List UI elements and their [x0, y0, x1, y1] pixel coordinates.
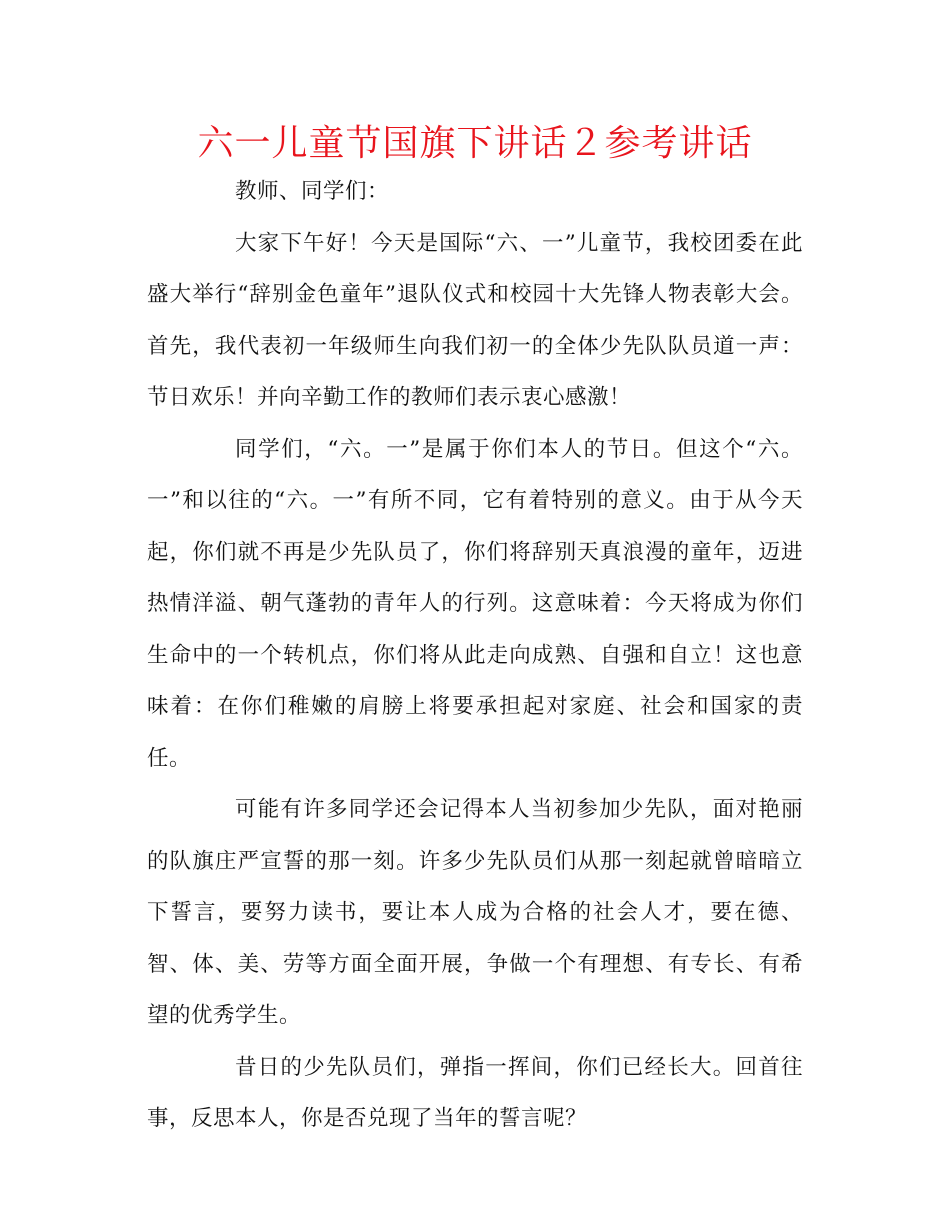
paragraph-2: 同学们，“六。一”是属于你们本人的节日。但这个“六。一”和以往的“六。一”有所不同，它有着特别的意义。由于从今天起，你们就不再是少先队员了，你们将辞别天真浪漫的童年，迈进热情洋溢、朝气蓬勃的青年人的行列。这意味着：今天将成为你们生命中的一个转机点，你们将从此走向成熟、自强和自立！这也意味着：在你们稚嫩的肩膀上将要承担起对家庭、社会和国家的责任。 [147, 436, 803, 771]
document-body [147, 166, 803, 1145]
paragraph-1: 大家下午好！今天是国际“六、一”儿童节，我校团委在此盛大举行“辞别金色童年”退队仪式和校园十大先锋人物表彰大会。首先，我代表初一年级师生向我们初一的全体少先队队员道一声：节日欢乐！并向辛勤工作的教师们表示衷心感激！ [147, 230, 803, 410]
salutation: 教师、同学们： [235, 179, 390, 204]
page-title: 六一儿童节国旗下讲话２参考讲话 [197, 123, 753, 164]
paragraph-3: 可能有许多同学还会记得本人当初参加少先队，面对艳丽的队旗庄严宣誓的那一刻。许多少先队员们从那一刻起就曾暗暗立下誓言，要努力读书，要让本人成为合格的社会人才，要在德、智、体、美、劳等方面全面开展，争做一个有理想、有专长、有希望的优秀学生。 [147, 797, 803, 1028]
paragraph-4: 昔日的少先队员们，弹指一挥间，你们已经长大。回首往事，反思本人，你是否兑现了当年的誓言呢？ [147, 1054, 803, 1131]
